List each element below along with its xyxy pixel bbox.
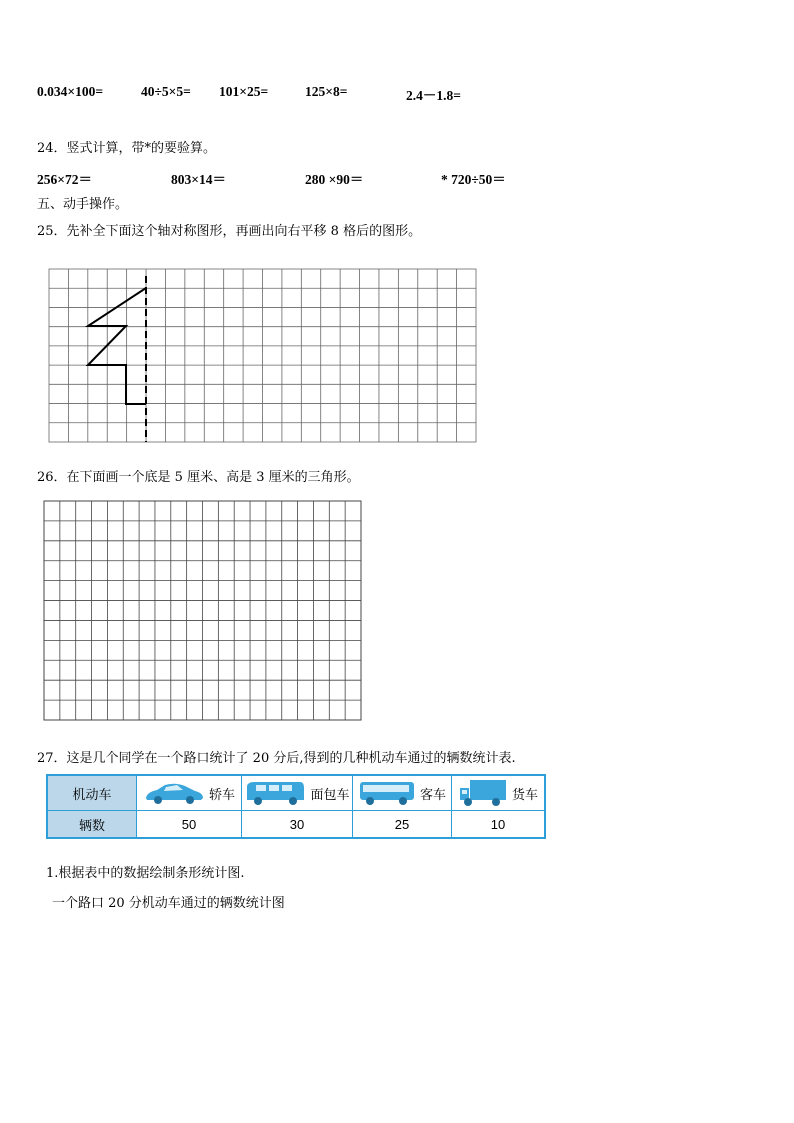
q27-sub-question-1: 1.根据表中的数据绘制条形统计图. bbox=[46, 866, 245, 881]
vehicle-name-truck: 货车 bbox=[511, 786, 538, 802]
q25-grid bbox=[48, 268, 478, 444]
table-cell-coach bbox=[353, 775, 452, 811]
table-cell-minibus bbox=[242, 775, 353, 811]
car-icon bbox=[143, 781, 205, 805]
count-minibus: 30 bbox=[242, 811, 353, 839]
q23-item-5: 2.4－1.8= bbox=[406, 88, 461, 103]
q24-item-4: * 720÷50＝ bbox=[441, 172, 506, 187]
count-coach: 25 bbox=[353, 811, 452, 839]
minibus-icon bbox=[244, 780, 306, 806]
q27-chart-title: 一个路口 20 分机动车通过的辆数统计图 bbox=[52, 896, 285, 911]
q24-item-3: 280 ×90＝ bbox=[305, 172, 364, 187]
q24-item-2: 803×14＝ bbox=[171, 172, 226, 187]
table-cell-car bbox=[137, 775, 242, 811]
q24-item-1: 256×72＝ bbox=[37, 172, 92, 187]
q25-title: 25．先补全下面这个轴对称图形，再画出向右平移 8 格后的图形。 bbox=[37, 224, 422, 239]
q23-item-4: 125×8= bbox=[305, 84, 348, 99]
coach-bus-icon bbox=[358, 780, 416, 806]
count-car: 50 bbox=[137, 811, 242, 839]
q26-grid bbox=[43, 500, 363, 722]
q23-item-1: 0.034×100= bbox=[37, 84, 104, 99]
q23-item-3: 101×25= bbox=[219, 84, 269, 99]
q23-item-2: 40÷5×5= bbox=[141, 84, 191, 99]
vehicle-name-minibus: 面包车 bbox=[310, 786, 350, 802]
table-cell-truck bbox=[452, 775, 546, 811]
table-header-vehicle: 机动车 bbox=[47, 775, 137, 811]
section-5-title: 五、动手操作。 bbox=[37, 197, 129, 212]
q26-title: 26．在下面画一个底是 5 厘米、高是 3 厘米的三角形。 bbox=[37, 470, 360, 485]
vehicle-count-table bbox=[46, 774, 546, 839]
vehicle-name-coach: 客车 bbox=[419, 786, 446, 802]
vehicle-name-car: 轿车 bbox=[208, 786, 235, 802]
q27-title: 27．这是几个同学在一个路口统计了 20 分后,得到的几种机动车通过的辆数统计表. bbox=[37, 751, 516, 766]
count-truck: 10 bbox=[452, 811, 546, 839]
q24-title: 24．竖式计算，带*的要验算。 bbox=[37, 141, 217, 156]
table-header-count: 辆数 bbox=[47, 811, 137, 839]
truck-icon bbox=[458, 778, 508, 808]
